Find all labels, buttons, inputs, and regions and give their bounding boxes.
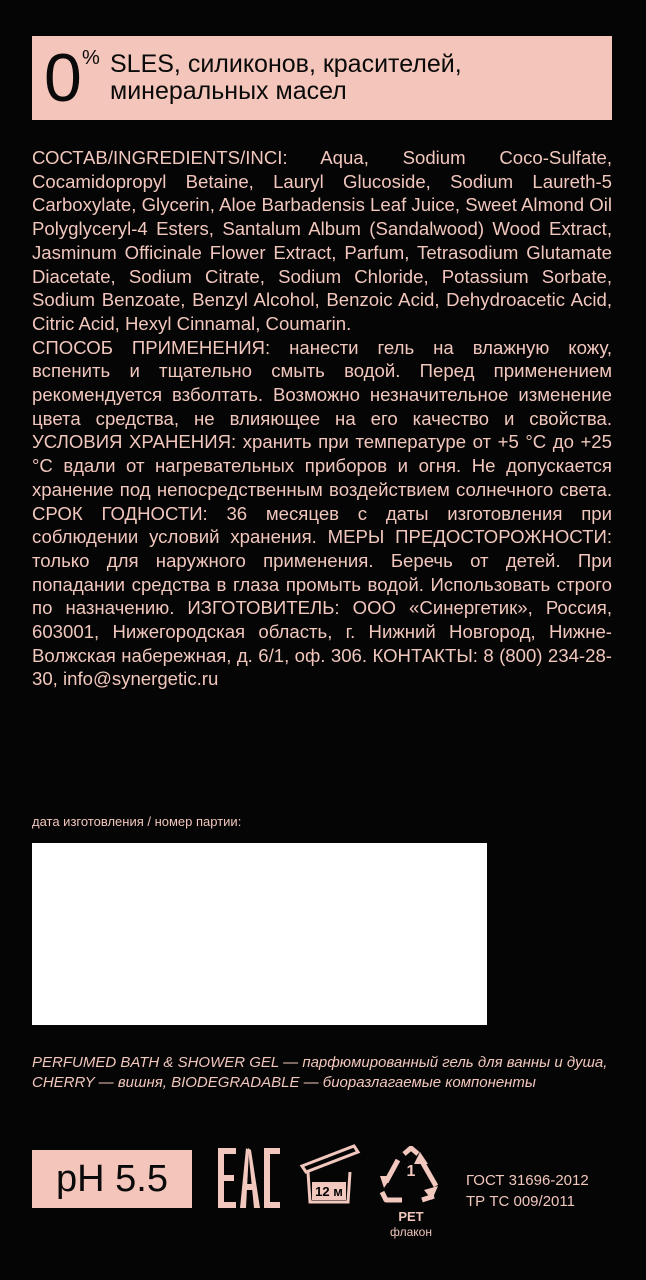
usage-text: СПОСОБ ПРИМЕНЕНИЯ: нанести гель на влажную кожу, вспенить и тщательно смыть водой. Перед применением рекомендуется взболтать. Возможно незначительное изменение цвета средства, не влияющее на его качество и свойства. УСЛОВИЯ ХРАНЕНИЯ: хранить при температуре от +5 °C до +25 °C вдали от нагревательных приборов и огня. Не допускается хранение под непосредственным воздействием солнечного света. СРОК ГОДНОСТИ: 36 месяцев с даты изготовления при соблюдении условий хранения. МЕРЫ ПРЕДОСТОРОЖНОСТИ: только для наружного применения. Беречь от детей. При попадании средства в глаза промыть водой. Использовать строго по назначению. ИЗГОТОВИТЕЛЬ: ООО «Синергетик», Россия, 603001, Нижегородская область, г. Нижний Новгород, Нижне-Волжская набережная, д. 6/1, оф. 306. КОНТАКТЫ: 8 (800) 234-28-30, info@synergetic.ru bbox=[32, 336, 612, 690]
eac-mark-icon bbox=[218, 1148, 280, 1208]
open-jar-icon bbox=[296, 1142, 362, 1208]
percent-sign: % bbox=[82, 47, 100, 69]
standards-block bbox=[466, 1170, 626, 1212]
composition-text: СОСТАВ/INGREDIENTS/INCI: Aqua, Sodium Coco-Sulfate, Cocamidopropyl Betaine, Lauryl Glucoside, Sodium Laureth-5 Carboxylate, Glycerin, Aloe Barbadensis Leaf Juice, Sweet Almond Oil Polyglyceryl-4 Esters, Santalum Album (Sandalwood) Wood Extract, Jasminum Officinale Flower Extract, Parfum, Tetrasodium Glutamate Diacetate, Sodium Citrate, Sodium Chloride, Potassium Sorbate, Sodium Benzoate, Benzyl Alcohol, Benzoic Acid, Dehydroacetic Acid, Citric Acid, Hexyl Cinnamal, Coumarin. bbox=[32, 147, 612, 334]
standard-gost: ГОСТ 31696-2012 bbox=[466, 1172, 589, 1189]
pao-months: 12 м bbox=[315, 1184, 343, 1199]
batch-print-area bbox=[32, 843, 487, 1025]
label-text-block bbox=[32, 146, 612, 691]
batch-label: дата изготовления / номер партии: bbox=[32, 814, 242, 829]
material-code: PET bbox=[398, 1209, 424, 1224]
recycling-mark bbox=[376, 1146, 446, 1242]
free-from-banner bbox=[32, 36, 612, 120]
standard-tr-ts: ТР ТС 009/2011 bbox=[466, 1193, 575, 1210]
free-from-claim: SLES, силиконов, красителей, минеральных масел bbox=[110, 50, 462, 105]
recycling-code: 1 bbox=[406, 1163, 416, 1180]
ph-badge: pH 5.5 bbox=[32, 1150, 192, 1208]
product-description: PERFUMED BATH & SHOWER GEL — парфюмированный гель для ванны и душа, CHERRY — вишня, BIODEGRADABLE — биоразлагаемые компоненты bbox=[32, 1054, 608, 1091]
container-type: флакон bbox=[390, 1225, 432, 1239]
zero-digit: 0 bbox=[44, 40, 82, 116]
